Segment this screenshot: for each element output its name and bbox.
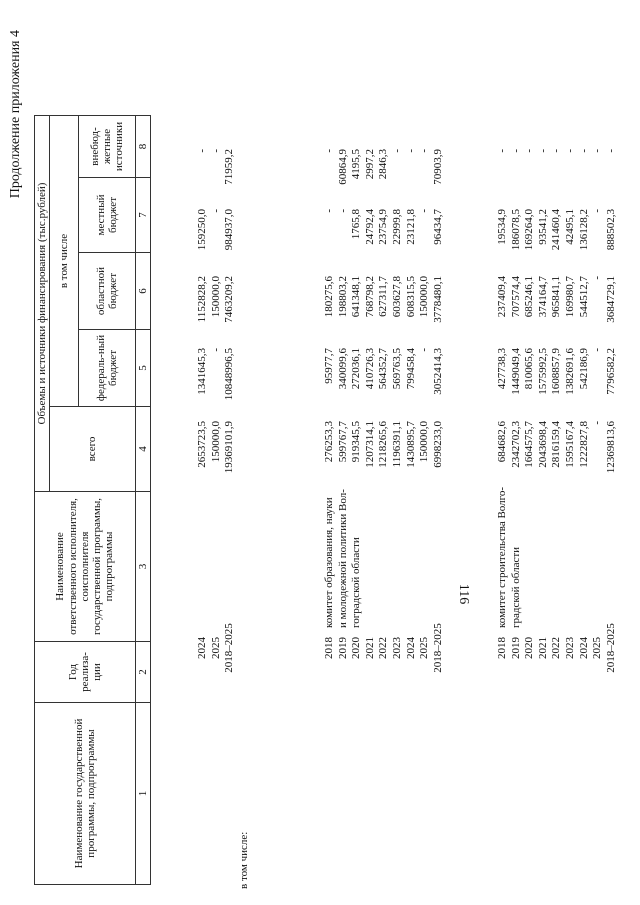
cell-federal: 272036,1	[350, 348, 363, 390]
header-executor: Наименование ответственного исполнителя, соисполнителя государственной программы, подпрограммы	[35, 492, 136, 642]
cell-total: 1430895,7	[404, 421, 417, 468]
cell-federal: -	[209, 348, 222, 352]
column-number: 7	[136, 178, 151, 253]
cell-total: 1218265,6	[377, 421, 390, 468]
cell-local: 23121,8	[404, 209, 417, 245]
cell-local: 42495,1	[564, 209, 576, 245]
cell-regional: 180275,6	[323, 276, 335, 318]
cell-year: 2023	[391, 637, 403, 659]
cell-year: 2025	[209, 637, 222, 659]
cell-federal: 569763,5	[391, 348, 403, 390]
cell-local: 22999,8	[391, 209, 403, 245]
cell-extra: -	[418, 149, 431, 153]
cell-total: 150000,0	[209, 421, 222, 463]
cell-federal: 810065,6	[523, 348, 536, 390]
cell-local: 96434,7	[431, 209, 444, 245]
cell-extra: -	[550, 149, 563, 153]
cell-extra: -	[509, 149, 522, 153]
header-local: местный бюджет	[79, 178, 136, 253]
cell-extra: -	[536, 149, 549, 153]
cell-total: 919345,5	[350, 421, 363, 463]
column-number: 8	[136, 116, 151, 178]
cell-total: 150000,0	[418, 421, 431, 463]
header-table	[34, 115, 151, 885]
header-federal: федераль-ный бюджет	[79, 330, 136, 407]
cell-federal: 1341645,3	[196, 348, 208, 395]
cell-local: -	[336, 209, 349, 213]
cell-extra: -	[604, 149, 617, 153]
cell-year: 2018–2025	[223, 623, 236, 673]
cell-regional: 3684729,1	[604, 276, 617, 323]
executor-line: комитет образования, науки	[323, 497, 335, 628]
cell-local: -	[323, 209, 335, 213]
cell-year: 2024	[196, 637, 208, 659]
appendix-note: Продолжение приложения 4	[8, 30, 23, 199]
cell-total: 19369101,9	[223, 421, 236, 474]
cell-extra: -	[564, 149, 576, 153]
header-incl: в том числе	[50, 116, 79, 407]
cell-year: 2025	[591, 637, 604, 659]
cell-federal: 1575992,5	[536, 348, 549, 395]
header-regional: областной бюджет	[79, 253, 136, 330]
cell-year: 2024	[404, 637, 417, 659]
cell-regional: 7463209,2	[223, 276, 236, 323]
cell-regional: 608315,5	[404, 276, 417, 318]
cell-regional: 685246,1	[523, 276, 536, 318]
cell-regional: 1152828,2	[196, 276, 208, 323]
cell-federal: -	[591, 348, 604, 352]
cell-year: 2024	[577, 637, 590, 659]
cell-year: 2023	[564, 637, 576, 659]
column-numbers	[136, 116, 151, 885]
cell-local: 186078,5	[509, 209, 522, 251]
cell-year: 2021	[363, 637, 376, 659]
executor-education	[323, 488, 364, 628]
cell-regional: 237409,4	[496, 276, 508, 318]
cell-federal: 410726,3	[363, 348, 376, 390]
cell-local: 93541,2	[536, 209, 549, 245]
cell-federal: 3052414,3	[431, 348, 444, 395]
cell-extra: 70903,9	[431, 149, 444, 185]
cell-total: 2653723,5	[196, 421, 208, 468]
header-extra: внебюд-жетные источники	[79, 116, 136, 178]
cell-total: 1664575,7	[523, 421, 536, 468]
cell-local: 1765,8	[350, 209, 363, 240]
cell-extra: -	[577, 149, 590, 153]
cell-regional: 707574,4	[509, 276, 522, 318]
cell-regional: 544512,7	[577, 276, 590, 318]
executor-line: и молодежной политики Вол-	[336, 489, 349, 628]
cell-regional: 150000,0	[209, 276, 222, 318]
cell-total: 2043698,4	[536, 421, 549, 468]
column-number: 3	[136, 492, 151, 642]
cell-extra: -	[323, 149, 335, 153]
cell-local: 241460,4	[550, 209, 563, 251]
column-number: 1	[136, 703, 151, 885]
cell-federal: 564352,7	[377, 348, 390, 390]
cell-regional: -	[591, 276, 604, 280]
cell-extra: -	[404, 149, 417, 153]
cell-year: 2018–2025	[431, 623, 444, 673]
cell-total: 2342702,3	[509, 421, 522, 468]
cell-year: 2019	[509, 637, 522, 659]
cell-year: 2018	[323, 637, 335, 659]
cell-extra: 2846,3	[377, 149, 390, 180]
cell-regional: 627311,7	[377, 276, 390, 317]
cell-local: -	[209, 209, 222, 213]
cell-year: 2021	[536, 637, 549, 659]
cell-federal: 799458,4	[404, 348, 417, 390]
cell-year: 2018	[496, 637, 508, 659]
cell-local: 984937,0	[223, 209, 236, 251]
cell-local: 159250,0	[196, 209, 208, 251]
cell-year: 2020	[523, 637, 536, 659]
cell-federal: 542186,9	[577, 348, 590, 390]
executor-construction	[496, 488, 523, 628]
header-year: Год реализа-ции	[35, 642, 136, 703]
cell-total: 12369813,6	[604, 421, 617, 474]
cell-extra: -	[209, 149, 222, 153]
cell-extra: 2997,2	[363, 149, 376, 180]
cell-extra: -	[591, 149, 604, 153]
cell-local: 888502,3	[604, 209, 617, 251]
executor-line: комитет строительства Волго-	[496, 486, 508, 628]
cell-extra: -	[196, 149, 208, 153]
header-total: всего	[50, 407, 136, 492]
cell-regional: 198803,2	[336, 276, 349, 318]
cell-total: 1595167,4	[564, 421, 576, 468]
cell-total: 6998233,0	[431, 421, 444, 468]
cell-regional: 169980,7	[564, 276, 576, 318]
column-number: 5	[136, 330, 151, 407]
cell-federal: -	[418, 348, 431, 352]
cell-local: -	[591, 209, 604, 213]
cell-federal: 95977,7	[323, 348, 335, 384]
column-number: 6	[136, 253, 151, 330]
cell-total: 684682,6	[496, 421, 508, 463]
cell-total: 2816159,4	[550, 421, 563, 468]
cell-local: 23754,9	[377, 209, 390, 245]
column-number: 4	[136, 407, 151, 492]
cell-year: 2025	[418, 637, 431, 659]
cell-regional: 641348,1	[350, 276, 363, 318]
column-number: 2	[136, 642, 151, 703]
cell-federal: 10848996,5	[223, 348, 236, 401]
cell-total: 276253,3	[323, 421, 335, 463]
cell-total: 1222827,8	[577, 421, 590, 468]
page-number: 116	[456, 583, 471, 605]
executor-line: градской области	[509, 546, 522, 628]
cell-extra: -	[496, 149, 508, 153]
cell-regional: 603627,8	[391, 276, 403, 318]
header-funding: Объемы и источники финансирования (тыс.рублей)	[35, 116, 50, 492]
cell-extra: -	[523, 149, 536, 153]
cell-local: 136128,2	[577, 209, 590, 251]
cell-extra: 4195,5	[350, 149, 363, 180]
cell-regional: 150000,0	[418, 276, 431, 318]
cell-extra: 71959,2	[223, 149, 236, 185]
cell-extra: 60864,9	[336, 149, 349, 185]
cell-local: 19534,9	[496, 209, 508, 245]
cell-federal: 340099,6	[336, 348, 349, 390]
cell-total: 599767,7	[336, 421, 349, 463]
cell-regional: 768798,2	[363, 276, 376, 318]
cell-regional: 374164,7	[536, 276, 549, 318]
cell-federal: 1608857,9	[550, 348, 563, 395]
cell-federal: 1449049,4	[509, 348, 522, 395]
header-program: Наименование государственной программы, подпрограммы	[35, 703, 136, 885]
cell-local: 169264,0	[523, 209, 536, 251]
cell-regional: 965841,1	[550, 276, 563, 318]
cell-total: 1196391,1	[391, 421, 403, 468]
cell-year: 2018–2025	[604, 623, 617, 673]
cell-total: 1207314,1	[363, 421, 376, 468]
cell-extra: -	[391, 149, 403, 153]
cell-federal: 427738,3	[496, 348, 508, 390]
cell-year: 2022	[377, 637, 390, 659]
cell-year: 2022	[550, 637, 563, 659]
cell-local: 24792,4	[363, 209, 376, 245]
cell-year: 2019	[336, 637, 349, 659]
cell-federal: 7796582,2	[604, 348, 617, 395]
cell-total: -	[591, 421, 604, 425]
cell-federal: 1382691,6	[564, 348, 576, 395]
inclusive-label: в том числе:	[238, 831, 250, 889]
cell-year: 2020	[350, 637, 363, 659]
cell-local: -	[418, 209, 431, 213]
executor-line: гоградской области	[350, 537, 363, 628]
cell-regional: 3778480,1	[431, 276, 444, 323]
